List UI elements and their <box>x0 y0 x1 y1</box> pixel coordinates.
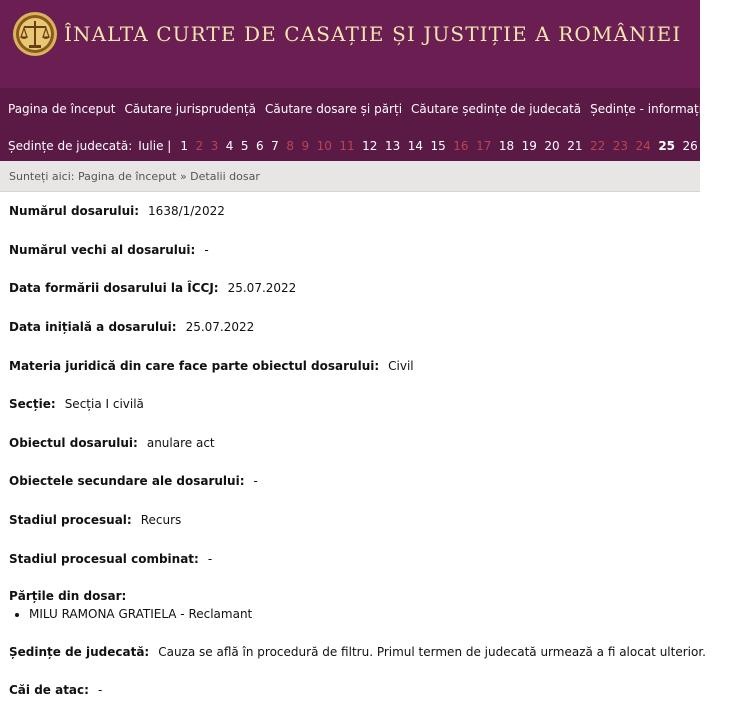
case-field-value: 1638/1/2022 <box>148 204 225 219</box>
case-field-label: Numărul dosarului: <box>9 204 140 219</box>
case-field-row <box>9 424 700 463</box>
case-field-row <box>9 269 700 308</box>
case-field-value: anulare act <box>146 435 215 450</box>
nav-link-case-law-search[interactable]: Căutare jurisprudență <box>124 102 256 116</box>
scales-of-justice-icon[interactable] <box>12 11 58 57</box>
case-field-label: Obiectul dosarului: <box>9 435 138 450</box>
case-appeals <box>9 671 700 710</box>
nav-links <box>0 88 751 130</box>
calendar-day-4[interactable]: 4 <box>225 138 234 153</box>
calendar-day-21[interactable]: 21 <box>567 138 583 153</box>
case-field-label: Data formării dosarului la ÎCCJ: <box>9 281 219 296</box>
calendar-day-27[interactable]: 27 <box>705 138 721 153</box>
calendar-day-16[interactable]: 16 <box>453 138 469 153</box>
case-field-row <box>9 308 700 347</box>
calendar-day-28[interactable]: 28 <box>728 138 744 153</box>
hearings-calendar-month: Iulie | <box>138 138 172 153</box>
case-field-row <box>9 385 700 424</box>
hearings-label: Ședințe de judecată: <box>9 644 150 659</box>
main-navigation <box>0 88 751 161</box>
parties-label: Părțile din dosar: <box>9 588 127 603</box>
calendar-day-7[interactable]: 7 <box>271 138 279 153</box>
case-field-label: Obiectele secundare ale dosarului: <box>9 474 245 489</box>
calendar-day-24[interactable]: 24 <box>635 138 651 153</box>
case-fields <box>9 192 700 578</box>
hearings-calendar-days <box>180 139 751 153</box>
hearings-calendar <box>0 130 744 161</box>
nav-link-hearings-online[interactable]: Ședințe - informații on-line <box>590 102 751 116</box>
nav-link-home[interactable]: Pagina de început <box>8 102 116 116</box>
case-field-value: Recurs <box>140 513 182 528</box>
case-field-value: 25.07.2022 <box>227 281 297 296</box>
case-hearings <box>9 633 706 671</box>
calendar-day-18[interactable]: 18 <box>498 138 515 153</box>
calendar-day-14[interactable]: 14 <box>407 138 423 153</box>
appeals-label: Căi de atac: <box>9 683 89 698</box>
calendar-day-26[interactable]: 26 <box>682 138 698 153</box>
case-field-value: - <box>207 551 213 566</box>
calendar-day-6[interactable]: 6 <box>256 138 264 153</box>
nav-link-hearing-search[interactable]: Căutare ședințe de judecată <box>411 102 582 116</box>
parties-list <box>9 607 700 621</box>
breadcrumb: Sunteți aici: Pagina de început » Detalii dosar <box>0 161 700 192</box>
calendar-day-10[interactable]: 10 <box>316 138 332 153</box>
case-field-value: - <box>204 242 209 257</box>
calendar-day-9[interactable]: 9 <box>301 138 310 153</box>
nav-link-case-search[interactable]: Căutare dosare și părți <box>264 102 403 116</box>
calendar-day-2[interactable]: 2 <box>195 138 204 153</box>
calendar-day-11[interactable]: 11 <box>339 138 355 153</box>
case-field-label: Stadiul procesual combinat: <box>9 551 199 566</box>
case-field-value: 25.07.2022 <box>185 320 255 335</box>
calendar-day-15[interactable]: 15 <box>430 138 446 153</box>
case-field-value: Secția I civilă <box>64 397 144 412</box>
case-field-row <box>9 462 700 501</box>
case-parties <box>9 578 700 633</box>
appeals-value: - <box>97 683 103 698</box>
case-field-value: - <box>253 474 258 489</box>
calendar-day-3[interactable]: 3 <box>210 138 219 153</box>
case-field-row <box>9 192 700 231</box>
calendar-day-8[interactable]: 8 <box>286 138 294 153</box>
case-field-row <box>9 346 700 385</box>
case-field-label: Data inițială a dosarului: <box>9 320 177 335</box>
calendar-day-25[interactable]: 25 <box>658 138 676 153</box>
calendar-day-23[interactable]: 23 <box>612 138 629 153</box>
case-field-label: Materia juridică din care face parte obiectul dosarului: <box>9 358 380 373</box>
calendar-day-20[interactable]: 20 <box>544 138 560 153</box>
calendar-day-5[interactable]: 5 <box>240 138 249 153</box>
case-field-row <box>9 231 700 270</box>
calendar-day-19[interactable]: 19 <box>521 138 537 153</box>
calendar-day-22[interactable]: 22 <box>589 138 606 153</box>
case-field-row <box>9 539 700 578</box>
site-title: ÎNALTA CURTE DE CASAȚIE ȘI JUSTIȚIE A ROMÂNIEI <box>64 22 682 46</box>
case-field-label: Stadiul procesual: <box>9 513 132 528</box>
calendar-day-1[interactable]: 1 <box>180 138 188 153</box>
calendar-day-12[interactable]: 12 <box>362 138 378 153</box>
party-item: • MILU RAMONA GRATIELA - Reclamant <box>29 607 700 621</box>
site-header <box>0 0 700 88</box>
case-field-label: Numărul vechi al dosarului: <box>9 242 196 257</box>
hearings-calendar-label: Ședințe de judecată: <box>8 138 133 153</box>
hearings-value: Cauza se află în procedură de filtru. Primul termen de judecată urmează a fi alocat ulterior. <box>158 644 706 659</box>
case-details <box>0 192 706 710</box>
calendar-day-13[interactable]: 13 <box>384 138 401 153</box>
case-field-value: Civil <box>388 358 414 373</box>
case-field-label: Secție: <box>9 397 56 412</box>
calendar-day-17[interactable]: 17 <box>476 138 492 153</box>
case-field-row <box>9 501 700 540</box>
